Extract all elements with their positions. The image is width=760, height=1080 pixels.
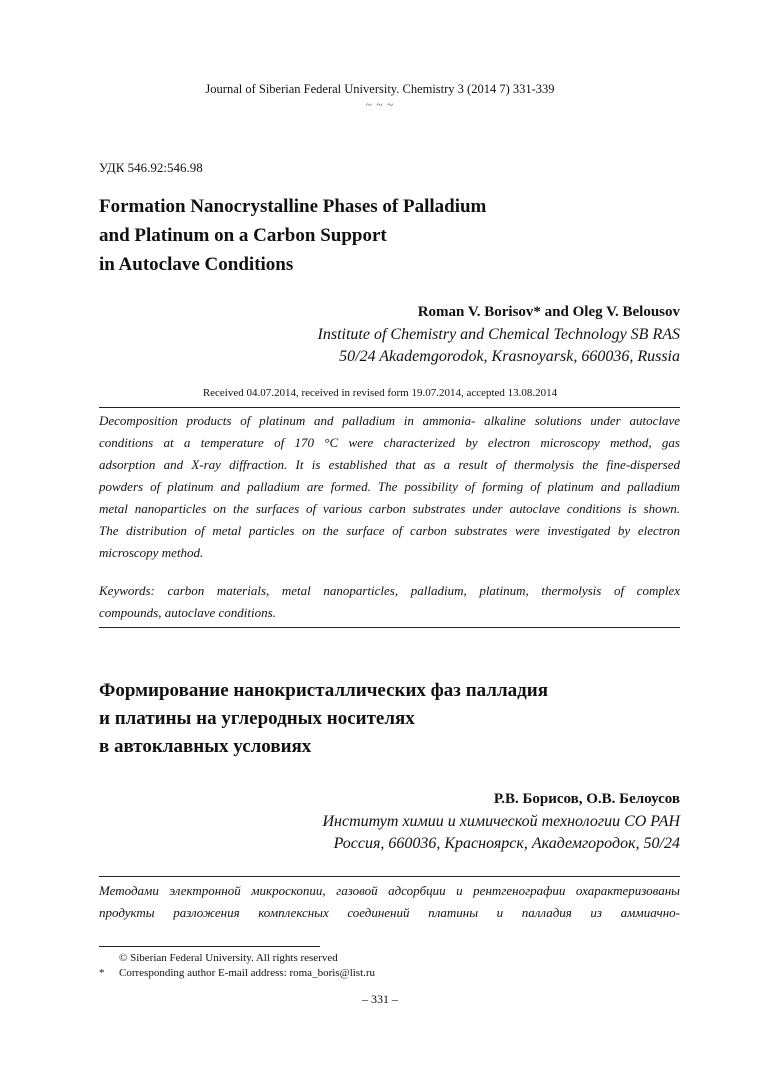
- affiliation-line: Institute of Chemistry and Chemical Technology SB RAS: [317, 326, 680, 343]
- abstract-line: powders of platinum and palladium are formed. The possibility of forming of platinum and palladium: [99, 479, 680, 494]
- udc-code: УДК 546.92:546.98: [99, 160, 203, 175]
- corresponding-author-footnote: [99, 967, 375, 979]
- russian-abstract: [99, 880, 680, 924]
- abstract-line: conditions at a temperature of 170 °C were characterized by electron microscopy method, gas: [99, 435, 680, 450]
- affiliation-line: 50/24 Akademgorodok, Krasnoyarsk, 660036, Russia: [339, 348, 680, 365]
- footnote-rule: [99, 946, 320, 947]
- article-title-line: in Autoclave Conditions: [99, 254, 294, 275]
- abstract-line: adsorption and X-ray diffraction. It is established that as a result of thermolysis the fine-dispersed: [99, 457, 680, 472]
- abstract-line: metal nanoparticles on the surfaces of various carbon substrates under autoclave conditions is shown.: [99, 501, 680, 516]
- russian-title: [99, 677, 679, 761]
- received-dates: Received 04.07.2014, received in revised form 19.07.2014, accepted 13.08.2014: [202, 387, 558, 399]
- corresponding-author-email: Corresponding author E-mail address: roma_boris@list.ru: [119, 967, 376, 979]
- english-abstract: [99, 410, 680, 564]
- keywords: [99, 580, 680, 624]
- keywords-line: compounds, autoclave conditions.: [99, 605, 276, 620]
- copyright-text: © Siberian Federal University. All rights reserved: [119, 952, 338, 964]
- russian-abstract-line: Методами электронной микроскопии, газовой адсорбции и рентгенографии охарактеризованы: [99, 883, 680, 898]
- keywords-line: Keywords: carbon materials, metal nanoparticles, palladium, platinum, thermolysis of complex: [99, 583, 680, 598]
- russian-affiliation-line: Институт химии и химической технологии СО РАН: [322, 813, 680, 830]
- russian-abstract-rule: [99, 876, 680, 877]
- abstract-line: microscopy method.: [99, 545, 204, 560]
- abstract-line: Decomposition products of platinum and palladium in ammonia- alkaline solutions under autoclave: [99, 413, 680, 428]
- russian-affiliation-line: Россия, 660036, Красноярск, Академгородок, 50/24: [333, 835, 680, 852]
- russian-abstract-line: продукты разложения комплексных соединений платины и палладия из аммиачно-: [99, 905, 680, 920]
- article-title: [99, 192, 659, 279]
- russian-authors: Р.В. Борисов, О.В. Белоусов: [493, 791, 680, 807]
- header-ornament: ~ ~ ~: [365, 99, 395, 111]
- copyright-footnote: [99, 952, 338, 964]
- page-number: – 331 –: [362, 992, 398, 1006]
- abstract-line: The distribution of metal particles on the surface of carbon substrates were investigated by electron: [99, 523, 680, 538]
- abstract-top-rule: [99, 407, 680, 408]
- article-title-line: Formation Nanocrystalline Phases of Palladium: [99, 196, 487, 217]
- abstract-bottom-rule: [99, 627, 680, 628]
- article-authors: Roman V. Borisov* and Oleg V. Belousov: [417, 304, 680, 320]
- russian-title-line: в автоклавных условиях: [99, 736, 312, 757]
- footnote-asterisk: *: [99, 967, 105, 979]
- russian-title-line: Формирование нанокристаллических фаз палладия: [99, 680, 548, 701]
- article-title-line: and Platinum on a Carbon Support: [99, 225, 387, 246]
- russian-title-line: и платины на углеродных носителях: [99, 708, 415, 729]
- running-head: Journal of Siberian Federal University. Chemistry 3 (2014 7) 331-339: [205, 82, 555, 96]
